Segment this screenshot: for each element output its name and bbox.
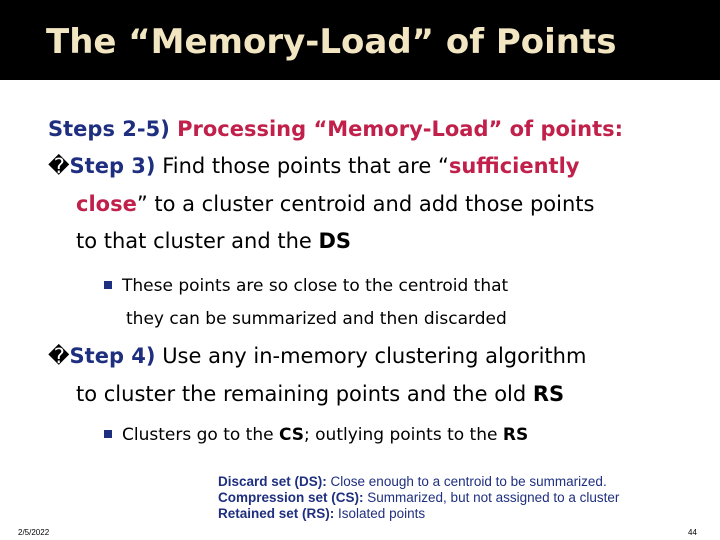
bullet-glyph-2: � — [48, 344, 70, 368]
step3-sub-text1: These points are so close to the centroid that — [122, 276, 509, 296]
sets-legend — [218, 474, 619, 522]
step4-line2-text: to cluster the remaining points and the old — [76, 382, 533, 406]
step4-label: Step 4) — [69, 344, 156, 368]
step3-label: Step 3) — [69, 154, 156, 178]
step4-line2 — [76, 382, 564, 406]
step3-sub-text2: they can be summarized and then discarded — [126, 309, 507, 329]
slide-date: 2/5/2022 — [18, 528, 50, 537]
step4-sub-rs: RS — [502, 425, 529, 445]
step3-line2 — [76, 192, 594, 216]
steps-heading-text: Processing “Memory-Load” of points: — [169, 117, 624, 141]
legend-cs-term: Compression set (CS): — [218, 490, 364, 505]
legend-cs-desc: Summarized, but not assigned to a cluster — [363, 490, 620, 505]
step3-emph-close: close — [76, 192, 137, 216]
steps-heading — [48, 117, 623, 141]
step3-line2-text: ” to a cluster centroid and add those points — [136, 192, 595, 216]
page-number: 44 — [688, 528, 697, 537]
step4-sub-cs: CS — [278, 425, 305, 445]
step3-sub-line2 — [126, 309, 507, 329]
step4-sub-text2: ; outlying points to the — [304, 425, 503, 445]
bullet-glyph-1: � — [48, 154, 70, 178]
step3-line1 — [48, 154, 579, 178]
step3-sub-line1 — [104, 276, 508, 296]
step4-rs: RS — [532, 382, 565, 406]
step3-emph-sufficiently: sufficiently — [448, 154, 580, 178]
step4-line1 — [48, 344, 586, 368]
step4-line1-text: Use any in-memory clustering algorithm — [155, 344, 587, 368]
slide-title: The “Memory-Load” of Points — [46, 22, 617, 62]
legend-ds-term: Discard set (DS): — [218, 474, 327, 489]
step3-ds: DS — [318, 229, 352, 253]
square-bullet-icon — [104, 281, 112, 289]
legend-rs-term: Retained set (RS): — [218, 506, 335, 521]
legend-rs — [218, 506, 619, 522]
legend-cs — [218, 490, 619, 506]
step4-sub-text1: Clusters go to the — [122, 425, 279, 445]
step3-line1-text: Find those points that are “ — [155, 154, 449, 178]
legend-ds — [218, 474, 619, 490]
step3-line3 — [76, 229, 351, 253]
step4-sub-line — [104, 425, 528, 445]
square-bullet-icon — [104, 430, 112, 438]
legend-rs-desc: Isolated points — [334, 506, 426, 521]
step3-line3-text: to that cluster and the — [76, 229, 319, 253]
legend-ds-desc: Close enough to a centroid to be summarized. — [326, 474, 607, 489]
steps-heading-prefix: Steps 2-5) — [48, 117, 170, 141]
